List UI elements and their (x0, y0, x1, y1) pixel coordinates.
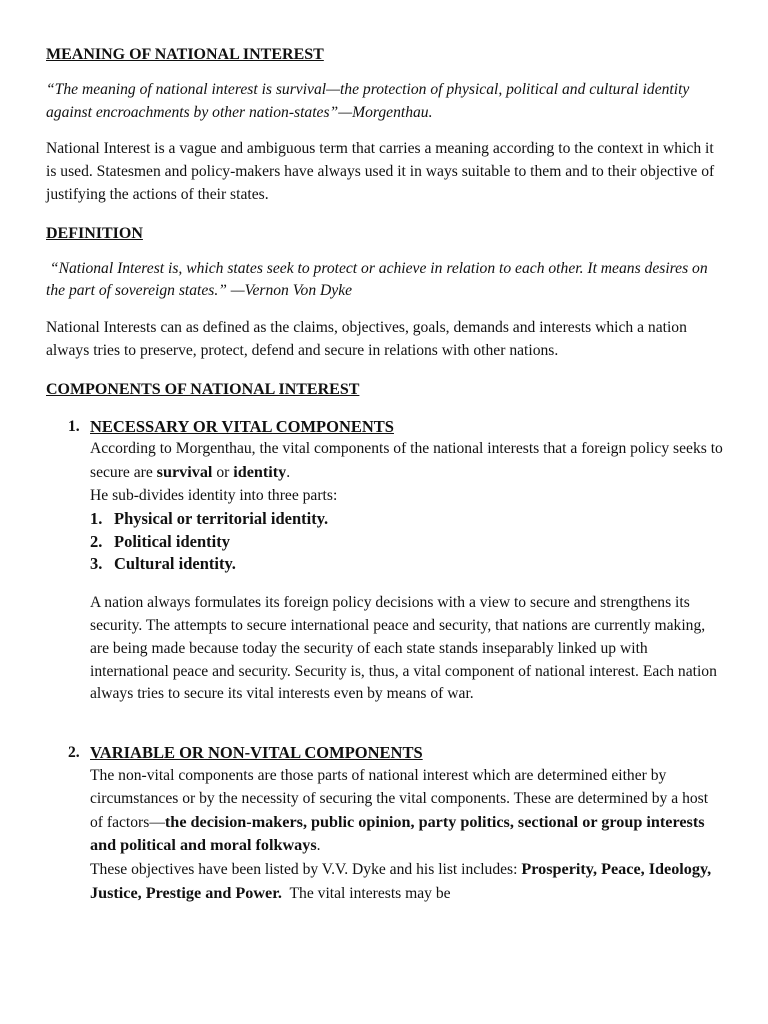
factors-list: the decision-makers, public opinion, party politics, sectional or group interests and political and moral folkways (90, 812, 705, 855)
objectives-line (90, 858, 724, 906)
list-item-label: Political identity (114, 531, 230, 551)
section-number: 2. (68, 744, 80, 762)
definition-heading: DEFINITION (46, 224, 143, 242)
meaning-paragraph: National Interest is a vague and ambiguous term that carries a meaning according to the context in which it is used. Statesmen and policy-makers have always used it in ways suitable to them and to their objective of justifying the actions of their states. (46, 140, 715, 203)
period: . (286, 464, 291, 482)
intro-text: The non-vital components are those parts of national interest which are determined either by circumstances or by the necessity of securing the vital components. These are determined by a host of factors— (90, 766, 709, 831)
list-item (90, 553, 724, 576)
objectives-continuation: The vital interests may be (281, 884, 451, 902)
identity-term: identity (233, 463, 287, 482)
survival-term: survival (156, 463, 213, 482)
morgenthau-quote: “The meaning of national interest is survival—the protection of physical, political and cultural identity against encroachments by other nation-states”—Morgenthau. (46, 80, 690, 121)
list-item-number: 1. (90, 508, 103, 528)
objectives-intro: These objectives have been listed by V.V. Dyke and his list includes: (90, 861, 522, 879)
subdivides-line: He sub-divides identity into three parts: (90, 486, 338, 504)
list-item-number: 2. (90, 531, 103, 551)
or-word: or (212, 464, 234, 482)
list-item (90, 508, 724, 531)
objectives-terms: Prosperity, Peace, Ideology, Justice, Prestige and Power. (90, 860, 716, 902)
meaning-heading: MEANING OF NATIONAL INTEREST (46, 46, 324, 63)
list-item-label: Physical or territorial identity. (114, 508, 329, 528)
vital-components-title: NECESSARY OR VITAL COMPONENTS (90, 416, 394, 436)
identity-parts-list (90, 508, 724, 576)
vernon-von-dyke-quote: “National Interest is, which states seek to protect or achieve in relation to each other. It means desires on the part of sovereign states.” —Vernon Von Dyke (46, 259, 712, 300)
security-paragraph: A nation always formulates its foreign policy decisions with a view to secure and strengthens its security. The attempts to secure international peace and security, that nations are currently making, are being made because today the security of each state stands inseparably linked up with international peace and security. Security is, thus, a vital component of national interest. Each nation always tries to secure its vital interests even by means of war. (90, 594, 717, 703)
list-item (90, 531, 724, 554)
variable-components-section (46, 742, 724, 906)
definition-paragraph: National Interests can as defined as the claims, objectives, goals, demands and interests which a nation always tries to preserve, protect, defend and secure in relations with other nations. (46, 319, 687, 359)
vital-components-section (46, 416, 724, 707)
vital-components-intro (90, 438, 724, 485)
list-item-label: Cultural identity. (114, 554, 236, 574)
variable-components-intro (90, 765, 724, 858)
variable-components-title: VARIABLE OR NON-VITAL COMPONENTS (90, 743, 423, 763)
section-number: 1. (68, 417, 80, 435)
intro-text: According to Morgenthau, the vital components of the national interests that a foreign policy seeks to secure are (90, 440, 723, 482)
list-item-number: 3. (90, 554, 103, 574)
period: . (316, 837, 321, 855)
components-heading: COMPONENTS OF NATIONAL INTEREST (46, 380, 360, 398)
